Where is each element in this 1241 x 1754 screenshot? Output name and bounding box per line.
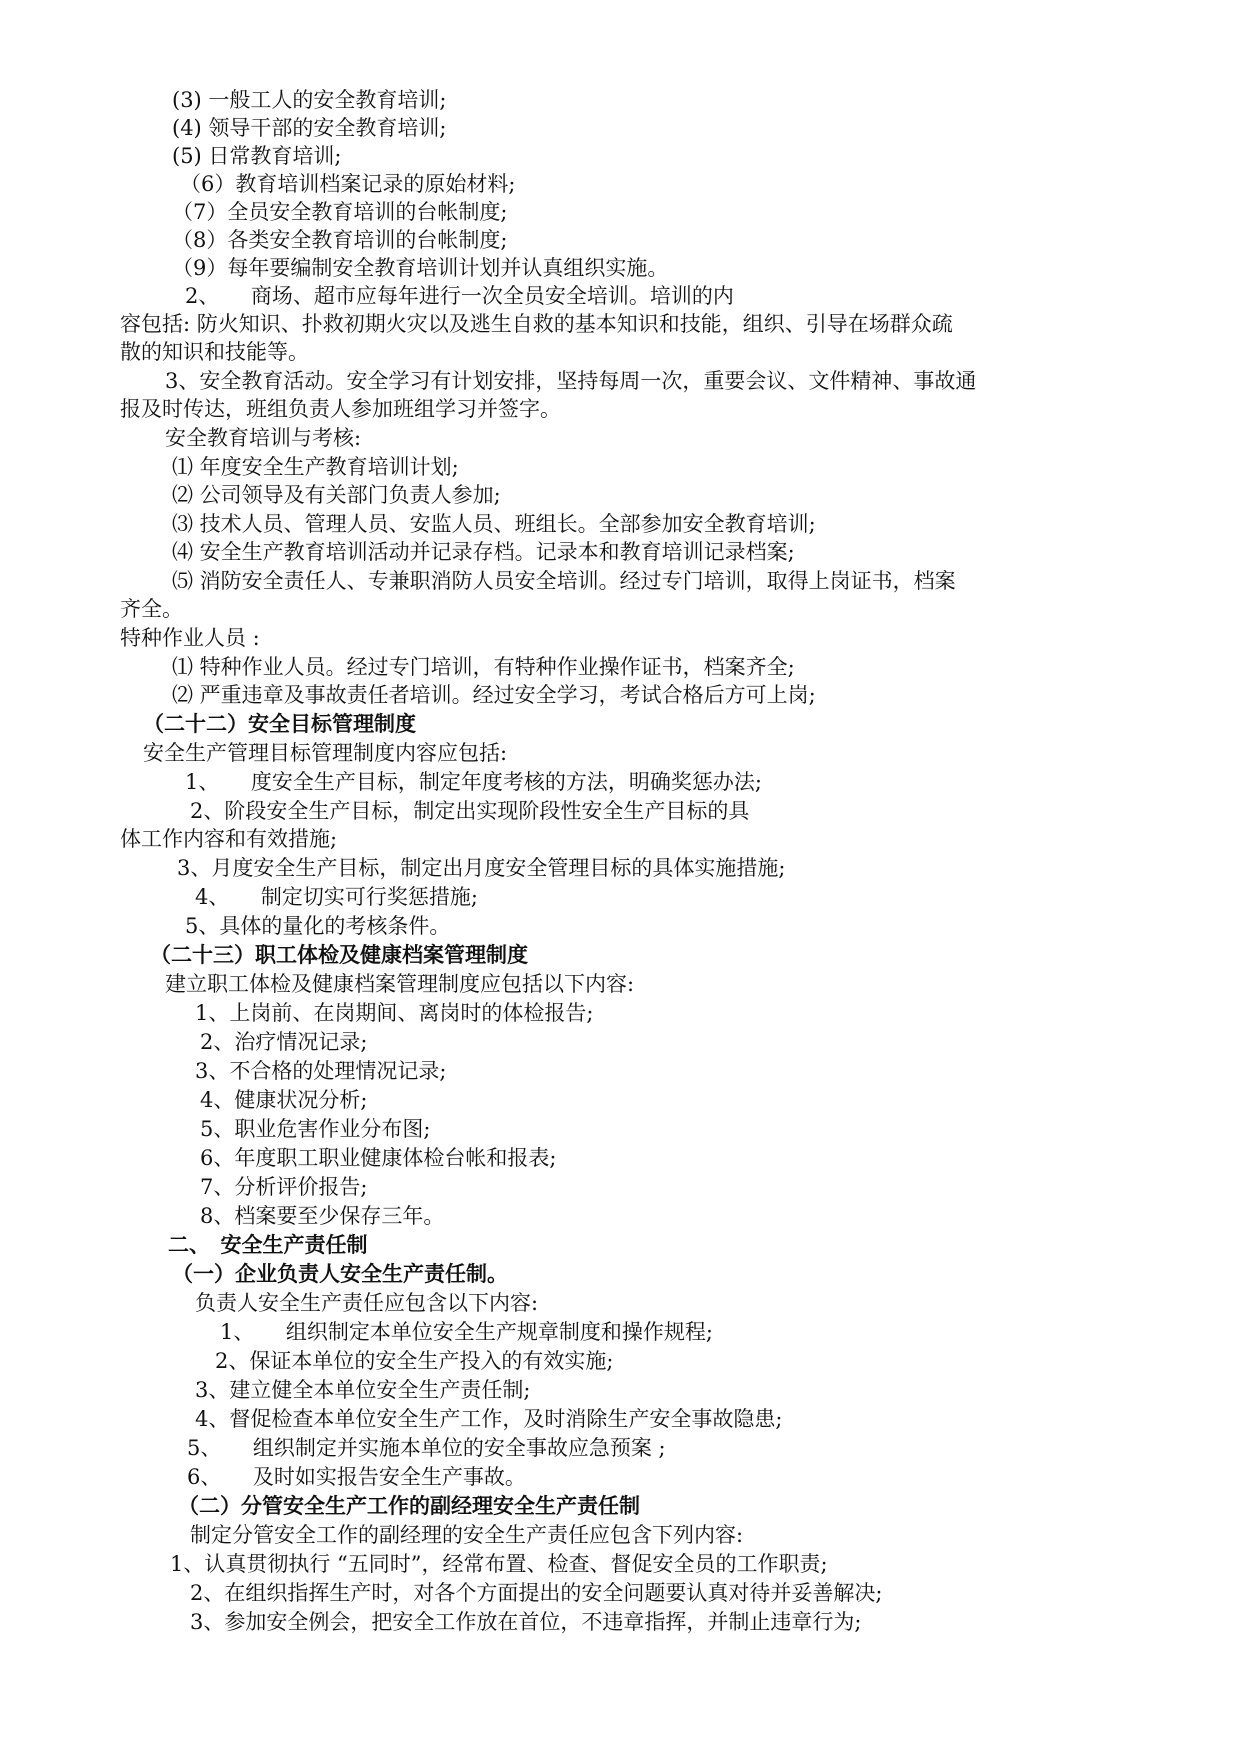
paragraph-line: 建立职工体检及健康档案管理制度应包括以下内容:	[165, 972, 635, 996]
list-item: 8、档案要至少保存三年。	[200, 1204, 445, 1228]
list-item: (3) 一般工人的安全教育培训;	[172, 88, 447, 112]
list-item: 1、上岗前、在岗期间、离岗时的体检报告;	[195, 1001, 594, 1025]
list-item: （9）每年要编制安全教育培训计划并认真组织实施。	[172, 256, 669, 280]
section-heading: （一）企业负责人安全生产责任制。	[172, 1262, 508, 1286]
list-item: 2、阶段安全生产目标，制定出实现阶段性安全生产目标的具	[190, 799, 750, 823]
list-item: 2、在组织指挥生产时，对各个方面提出的安全问题要认真对待并妥善解决;	[190, 1581, 883, 1605]
list-item: 2、保证本单位的安全生产投入的有效实施;	[215, 1349, 614, 1373]
list-item: 3、参加安全例会，把安全工作放在首位，不违章指挥，并制止违章行为;	[190, 1610, 862, 1634]
list-item: 6、年度职工职业健康体检台帐和报表;	[200, 1146, 557, 1170]
chapter-heading: 二、 安全生产责任制	[168, 1233, 368, 1257]
list-item: ⑷ 安全生产教育培训活动并记录存档。记录本和教育培训记录档案;	[172, 540, 795, 564]
list-item: (4) 领导干部的安全教育培训;	[172, 116, 447, 140]
list-item: 5、 组织制定并实施本单位的安全事故应急预案 ;	[187, 1436, 666, 1460]
paragraph-line: 体工作内容和有效措施;	[120, 827, 338, 851]
list-item: 5、具体的量化的考核条件。	[185, 914, 451, 938]
paragraph-line: 负责人安全生产责任应包含以下内容:	[195, 1291, 539, 1315]
list-item: ⑵ 公司领导及有关部门负责人参加;	[172, 483, 501, 507]
list-item: 4、督促检查本单位安全生产工作，及时消除生产安全事故隐患;	[195, 1407, 783, 1431]
section-heading: （二十三）职工体检及健康档案管理制度	[150, 943, 528, 967]
subheading: 安全教育培训与考核:	[165, 426, 362, 450]
list-item: ⑶ 技术人员、管理人员、安监人员、班组长。全部参加安全教育培训;	[172, 512, 816, 536]
list-item: ⑸ 消防安全责任人、专兼职消防人员安全培训。经过专门培训，取得上岗证书，档案	[172, 569, 956, 593]
list-item: （8）各类安全教育培训的台帐制度;	[172, 228, 508, 252]
paragraph-line: 容包括: 防火知识、扑救初期火灾以及逃生自救的基本知识和技能，组织、引导在场群众疏	[120, 312, 953, 336]
list-item: ⑵ 严重违章及事故责任者培训。经过安全学习，考试合格后方可上岗;	[172, 683, 816, 707]
list-item: 4、健康状况分析;	[200, 1088, 368, 1112]
list-item: ⑴ 年度安全生产教育培训计划;	[172, 455, 459, 479]
list-item: 1、 组织制定本单位安全生产规章制度和操作规程;	[220, 1320, 713, 1344]
section-heading: （二十二）安全目标管理制度	[143, 712, 416, 736]
list-item: ⑴ 特种作业人员。经过专门培训，有特种作业操作证书，档案齐全;	[172, 655, 795, 679]
paragraph-line: 散的知识和技能等。	[120, 340, 309, 364]
paragraph-line: 齐全。	[120, 597, 183, 621]
paragraph-line: 报及时传达，班组负责人参加班组学习并签字。	[120, 397, 561, 421]
list-item: （7）全员安全教育培训的台帐制度;	[172, 200, 508, 224]
list-item: 7、分析评价报告;	[200, 1175, 368, 1199]
list-item: 2、治疗情况记录;	[200, 1030, 368, 1054]
paragraph-line: 3、安全教育活动。安全学习有计划安排，坚持每周一次，重要会议、文件精神、事故通	[165, 369, 977, 393]
section-heading: （二）分管安全生产工作的副经理安全生产责任制	[178, 1494, 640, 1518]
list-item: 5、职业危害作业分布图;	[200, 1117, 431, 1141]
paragraph-line: 制定分管安全工作的副经理的安全生产责任应包含下列内容:	[190, 1523, 744, 1547]
list-item: 1、 度安全生产目标，制定年度考核的方法，明确奖惩办法;	[185, 770, 762, 794]
list-item: 3、月度安全生产目标，制定出月度安全管理目标的具体实施措施;	[177, 856, 786, 880]
list-item: （6）教育培训档案记录的原始材料;	[180, 172, 516, 196]
list-item: (5) 日常教育培训;	[172, 144, 342, 168]
list-item: 1、认真贯彻执行 “五同时”，经常布置、检查、督促安全员的工作职责;	[170, 1552, 828, 1576]
list-item: 3、不合格的处理情况记录;	[195, 1059, 447, 1083]
paragraph-line: 2、 商场、超市应每年进行一次全员安全培训。培训的内	[185, 284, 734, 308]
list-item: 6、 及时如实报告安全生产事故。	[187, 1465, 526, 1489]
subheading: 特种作业人员 :	[120, 626, 260, 650]
list-item: 4、 制定切实可行奖惩措施;	[195, 885, 478, 909]
list-item: 3、建立健全本单位安全生产责任制;	[195, 1378, 531, 1402]
paragraph-line: 安全生产管理目标管理制度内容应包括:	[143, 741, 508, 765]
